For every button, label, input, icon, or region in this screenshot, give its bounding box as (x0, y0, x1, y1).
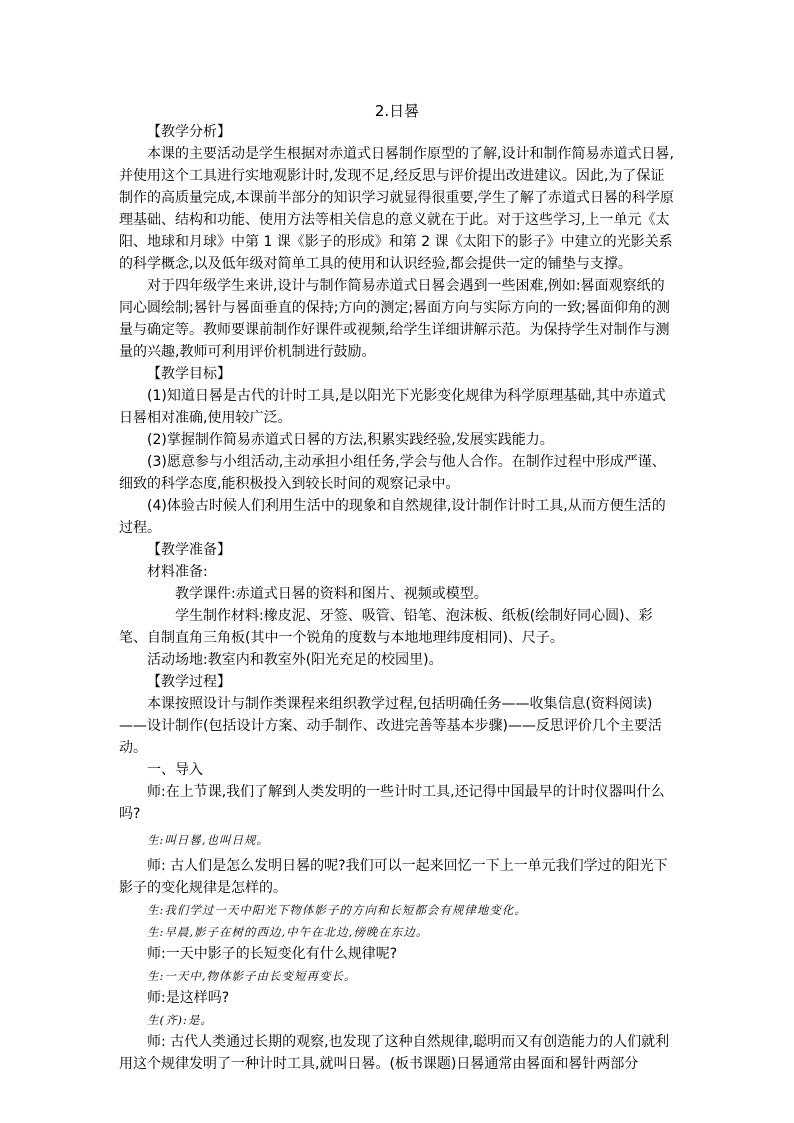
materials-label: 材料准备: (147, 564, 208, 580)
dialogue-line-teacher: 师:是这样吗? (147, 990, 230, 1006)
goal-item-1: (1)知道日晷是古代的计时工具,是以阳光下光影变化规律为科学原理基础,其中赤道式日晷相对准确,使用较广泛。 (119, 388, 666, 426)
dialogue-line-student: 生:我们学过一天中阳光下物体影子的方向和长短都会有规律地变化。 (147, 903, 527, 917)
document-body (119, 121, 675, 1075)
goal-item-2: (2)掌握制作简易赤道式日晷的方法,积累实践经验,发展实践能力。 (147, 432, 554, 448)
section-heading-preparation: 【教学准备】 (147, 542, 231, 558)
dialogue-line-teacher: 师:一天中影子的长短变化有什么规律呢? (147, 946, 398, 962)
dialogue-line-student: 生:叫日晷,也叫日规。 (147, 833, 270, 847)
process-paragraph-1: 本课按照设计与制作类课程来组织教学过程,包括明确任务——收集信息(资料阅读)——设计制作(包括设计方案、动手制作、改进完善等基本步骤)——反思评价几个主要活动。 (119, 696, 662, 756)
dialogue-line-student: 生:早晨,影子在树的西边,中午在北边,傍晚在东边。 (147, 925, 429, 939)
section-heading-goals: 【教学目标】 (147, 366, 231, 382)
section-heading-analysis: 【教学分析】 (147, 124, 231, 140)
step-heading-intro: 一、导入 (147, 762, 203, 778)
venue-line: 活动场地:教室内和教室外(阳光充足的校园里)。 (147, 652, 443, 668)
dialogue-line-teacher: 师:在上节课,我们了解到人类发明的一些计时工具,还记得中国最早的计时仪器叫什么吗? (119, 784, 665, 822)
goal-item-4: (4)体验古时候人们利用生活中的现象和自然规律,设计制作计时工具,从而方便生活的过程。 (119, 498, 666, 536)
analysis-paragraph-2: 对于四年级学生来讲,设计与制作简易赤道式日晷会遇到一些困难,例如:晷面观察纸的同心圆绘制;晷针与晷面垂直的保持;方向的测定;晷面方向与实际方向的一致;晷面仰角的测量与确定等。教师要课前制作好课件或视频,给学生详细讲解示范。为保持学生对制作与测量的兴趣,教师可利用评价机制进行鼓励。 (119, 278, 670, 360)
student-materials: 学生制作材料:橡皮泥、牙签、吸管、铅笔、泡沫板、纸板(绘制好同心圆)、彩笔、自制直角三角板(其中一个锐角的度数与本地地理纬度相同)、尺子。 (119, 608, 653, 646)
document-title: 2.日晷 (374, 102, 420, 120)
goal-item-3: (3)愿意参与小组活动,主动承担小组任务,学会与他人合作。在制作过程中形成严谨、细致的科学态度,能积极投入到较长时间的观察记录中。 (119, 454, 666, 492)
analysis-paragraph-1: 本课的主要活动是学生根据对赤道式日晷制作原型的了解,设计和制作简易赤道式日晷,并使用这个工具进行实地观影计时,发现不足,经反思与评价提出改进建议。因此,为了保证制作的高质量完成,本课前半部分的知识学习就显得很重要,学生了解了赤道式日晷的科学原理基础、结构和功能、使用方法等相关信息的意义就在于此。对于这些学习,上一单元《太阳、地球和月球》中第 1 课《影子的形成》和第 2 课《太阳下的影子》中建立的光影关系的科学概念,以及低年级对简单工具的使用和认识经验,都会提供一定的铺垫与支撑。 (119, 146, 674, 272)
dialogue-line-teacher: 师: 古人们是怎么发明日晷的呢?我们可以一起来回忆一下上一单元我们学过的阳光下影子的变化规律是怎样的。 (119, 858, 668, 896)
dialogue-line-teacher: 师: 古代人类通过长期的观察,也发现了这种自然规律,聪明而又有创造能力的人们就利用这个规律发明了一种计时工具,就叫日晷。(板书课题)日晷通常由晷面和晷针两部分 (119, 1034, 670, 1072)
dialogue-line-student: 生:一天中,物体影子由长变短再变长。 (147, 969, 357, 983)
dialogue-line-student: 生(齐):是。 (147, 1013, 213, 1027)
section-heading-process: 【教学过程】 (147, 674, 231, 690)
dialogue (119, 781, 675, 1075)
courseware-line: 教学课件:赤道式日晷的资料和图片、视频或模型。 (175, 586, 488, 602)
